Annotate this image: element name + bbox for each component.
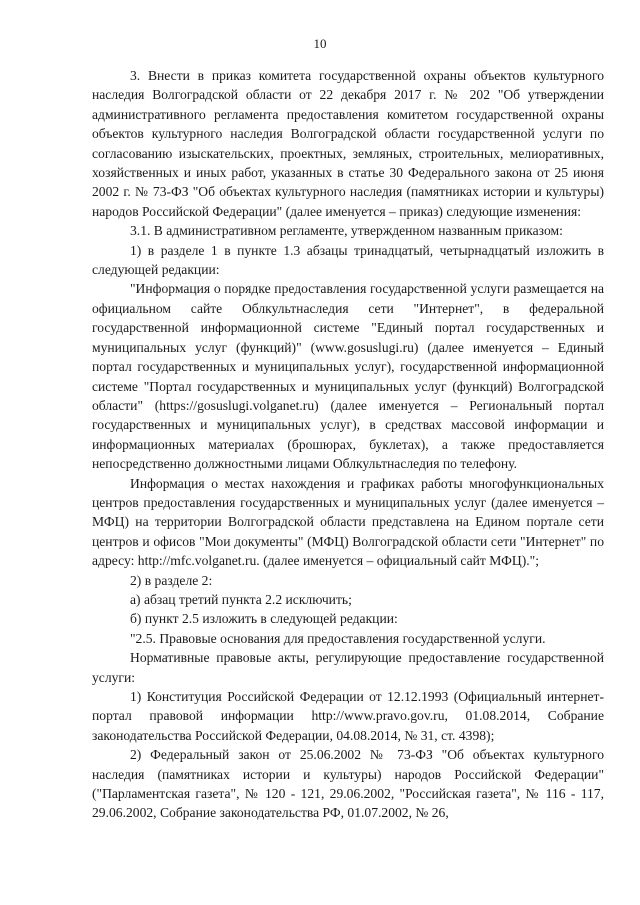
paragraph-subitem-b: б) пункт 2.5 изложить в следующей редакции: <box>130 611 398 627</box>
paragraph-section-2-5: "2.5. Правовые основания для предоставления государственной услуги. <box>130 630 546 646</box>
paragraph-constitution: 1) Конституция Российской Федерации от 12.12.1993 (Официальный интернет-портал правовой информации http://www.pravo.gov.ru, 01.08.2014, Собрание законодательства Российской Федерации, 04.08.2014, № 31, ст. 4398); <box>92 689 604 743</box>
paragraph-info-order: "Информация о порядке предоставления государственной услуги размещается на официальном сайте Облкультнаследия сети "Интернет", в федеральной государственной информационной системе "Единый портал государственных и муниципальных услуг (функций)" (www.gosuslugi.ru) (далее именуется – Единый портал государственных и муниципальных услуг), государственной информационной системе "Портал государственных и муниципальных услуг (функций) Волгоградской области" (https://gosuslugi.volganet.ru) (далее именуется – Региональный портал государственных и муниципальных услуг), в средствах массовой информации и информационных материалах (брошюрах, буклетах), а также предоставляется непосредственно должностными лицами Облкультнаследия по телефону. <box>92 281 604 472</box>
paragraph-item-3: 3. Внести в приказ комитета государственной охраны объектов культурного наследия Волгоградской области от 22 декабря 2017 г. № 202 "Об утверждении административного регламента предоставления комитетом государственной охраны объектов культурного наследия Волгоградской области государственной услуги по согласованию изыскательских, проектных, земляных, строительных, мелиоративных, хозяйственных и иных работ, указанных в статье 30 Федерального закона от 25 июня 2002 г. № 73-ФЗ "Об объектах культурного наследия (памятниках истории и культуры) народов Российской Федерации" (далее именуется – приказ) следующие изменения: <box>92 68 604 219</box>
document-body <box>92 66 604 823</box>
paragraph-federal-law: 2) Федеральный закон от 25.06.2002 № 73-ФЗ "Об объектах культурного наследия (памятниках истории и культуры) народов Российской Федерации" ("Парламентская газета", № 120 - 121, 29.06.2002, "Российская газета", № 116 - 117, 29.06.2002, Собрание законодательства РФ, 01.07.2002, № 26, <box>92 747 604 821</box>
paragraph-item-3-1: 3.1. В административном регламенте, утвержденном названным приказом: <box>130 223 563 239</box>
page-number: 10 <box>313 36 327 51</box>
paragraph-subitem-a: а) абзац третий пункта 2.2 исключить; <box>130 591 352 607</box>
paragraph-subitem-1: 1) в разделе 1 в пункте 1.3 абзацы тринадцатый, четырнадцатый изложить в следующей редакции: <box>92 242 604 278</box>
paragraph-subitem-2: 2) в разделе 2: <box>130 572 213 588</box>
paragraph-info-mfc: Информация о местах нахождения и графиках работы многофункциональных центров предоставления государственных и муниципальных услуг (далее именуется – МФЦ) на территории Волгоградской области представлена на Едином портале сети центров и офисов "Мои документы" (МФЦ) Волгоградской области сети "Интернет" по адресу: http://mfc.volganet.ru. (далее именуется – официальный сайт МФЦ)."; <box>92 475 604 569</box>
paragraph-normative-acts: Нормативные правовые акты, регулирующие предоставление государственной услуги: <box>92 650 604 685</box>
